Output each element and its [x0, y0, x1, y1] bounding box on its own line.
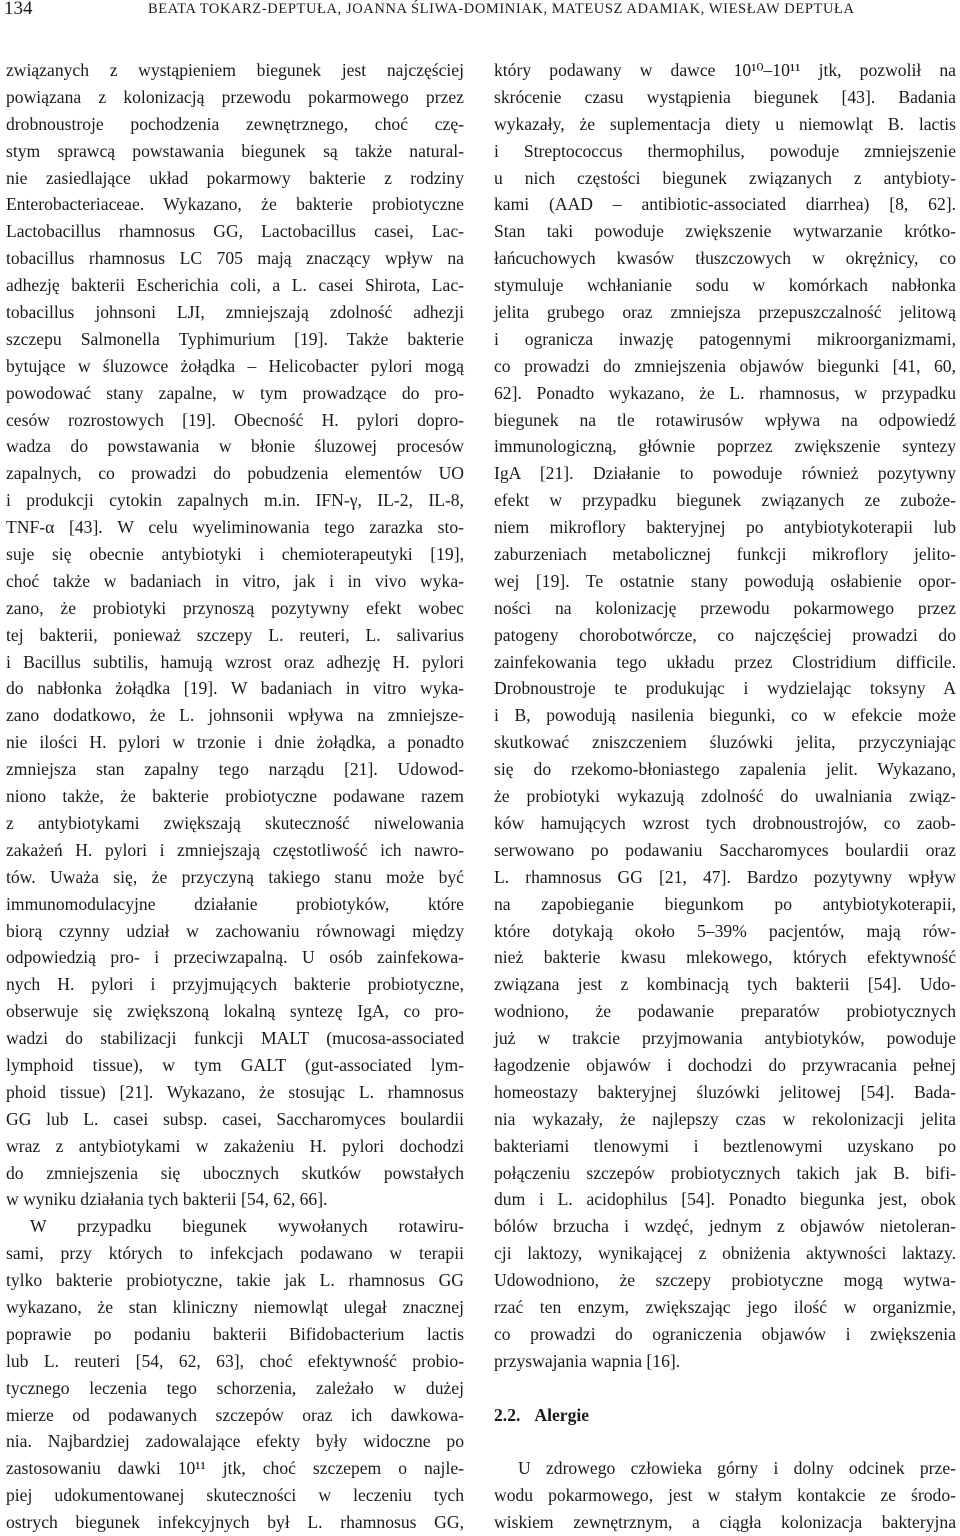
- section-number: 2.2.: [494, 1404, 521, 1425]
- text-line: skutkować zniszczeniem śluzówki jelita, przyczyniając: [494, 732, 956, 753]
- text-line: ostrych biegunek infekcyjnych był L. rhamnosus GG,: [6, 1512, 464, 1533]
- text-line: i B, powodują nasilenia biegunki, co w efekcie może: [494, 705, 956, 726]
- text-line: i Bacillus subtilis, hamują wzrost oraz adhezję H. pylori: [6, 651, 464, 672]
- text-line: lub L. reuteri [54, 62, 63], choć efektywność probio-: [6, 1350, 464, 1371]
- text-line: sami, przy których to infekcjach podawano w terapii: [6, 1243, 464, 1264]
- text-line: Lactobacillus rhamnosus GG, Lactobacillus casei, Lac-: [6, 221, 464, 242]
- text-line: 62]. Ponadto wykazano, że L. rhamnosus, w przypadku: [494, 382, 956, 403]
- text-line: ków hamujących wzrost tych drobnoustrojów, co zaob-: [494, 812, 956, 833]
- text-line: i ogranicza inwazję patogennymi mikroorganizmami,: [494, 328, 956, 349]
- text-line: łagodzenie objawów i dochodzi do przywracania pełnej: [494, 1054, 956, 1075]
- text-line: Stan taki powoduje zwiększenie wytwarzanie krótko-: [494, 221, 956, 242]
- text-line: szczepu Salmonella Typhimurium [19]. Także bakterie: [6, 328, 464, 349]
- running-head-authors: BEATA TOKARZ-DEPTUŁA, JOANNA ŚLIWA-DOMINIAK, MATEUSZ ADAMIAK, WIESŁAW DEPTUŁA: [148, 1, 855, 17]
- text-line: związanych z wystąpieniem biegunek jest najczęściej: [6, 60, 464, 80]
- text-line: lymphoid tissue), w tym GALT (gut-associated lym-: [6, 1054, 464, 1075]
- text-line: wiskiem zewnętrznym, a ciągła kolonizacja bakteryjna: [494, 1512, 956, 1533]
- text-line: jelita grubego oraz zmniejsza przepuszczalność jelitową: [494, 302, 956, 323]
- text-line: odpowiedzią pro- i przeciwzapalną. U osób zainfekowa-: [6, 947, 464, 968]
- text-line: powodować stany zapalne, w tym prowadzące do pro-: [6, 382, 464, 403]
- text-line: wraz z antybiotykami w zakażeniu H. pylori dochodzi: [6, 1135, 464, 1156]
- text-line: bakteriami tlenowymi i beztlenowymi uzyskano po: [494, 1135, 956, 1156]
- text-line: biorą czynny udział w zachowaniu równowagi między: [6, 920, 464, 941]
- text-line: nia. Najbardziej zadowalające efekty były widoczne po: [6, 1431, 464, 1452]
- text-line: tobacillus rhamnosus LC 705 mają znaczący wpływ na: [6, 248, 464, 269]
- text-line: zakażeń H. pylori i zmniejszają częstotliwość ich nawro-: [6, 839, 464, 860]
- text-line: które dotykają około 5–39% pacjentów, mają rów-: [494, 920, 956, 941]
- text-line: wodu pokarmowego, jest w stałym kontakcie ze środo-: [494, 1485, 956, 1506]
- text-line: wodniono, że podawanie preparatów probiotycznych: [494, 1001, 956, 1022]
- text-line: TNF-α [43]. W celu wyeliminowania tego zarazka sto-: [6, 517, 464, 538]
- text-line: już w trakcie przyjmowania antybiotyków, powoduje: [494, 1028, 956, 1049]
- text-line: tobacillus johnsoni LJI, zmniejszają zdolność adhezji: [6, 302, 464, 323]
- text-line: zano dodatkowo, że L. johnsonii wpływa na zmniejsze-: [6, 705, 464, 726]
- text-line: GG lub L. casei subsp. casei, Saccharomyces boulardii: [6, 1108, 464, 1129]
- text-line: nia wykazały, że najlepszy czas w rekolonizacji jelita: [494, 1108, 956, 1129]
- paragraph-gap: [494, 1375, 956, 1402]
- text-line: rzać ten enzym, zwiększając jego ilość w organizmie,: [494, 1296, 956, 1317]
- text-line: immunologiczną, głównie poprzez zwiększenie syntezy: [494, 436, 956, 457]
- text-line: wadza do powstawania w błonie śluzowej procesów: [6, 436, 464, 457]
- text-line: bytujące w śluzowce żołądka – Helicobacter pylori mogą: [6, 355, 464, 376]
- text-line: adhezję bakterii Escherichia coli, a L. casei Shirota, Lac-: [6, 275, 464, 296]
- text-line: wej [19]. Te ostatnie stany powodują osłabienie opor-: [494, 570, 956, 591]
- text-line: co prowadzi do zmniejszenia objawów biegunki [41, 60,: [494, 355, 956, 376]
- text-line: serwowano po podawaniu Saccharomyces boulardii oraz: [494, 839, 956, 860]
- text-line: zmniejsza stan zapalny tego narządu [21]. Udowod-: [6, 759, 464, 780]
- right-text-column: [494, 57, 956, 1536]
- page-number: 134: [4, 0, 33, 19]
- text-line: połączeniu szczepów probiotycznych takich jak B. bifi-: [494, 1162, 956, 1183]
- text-line: poprawie po podaniu bakterii Bifidobacterium lactis: [6, 1323, 464, 1344]
- text-line: Udowodniono, że szczepy probiotyczne mogą wytwa-: [494, 1270, 956, 1291]
- text-line: efekt w przypadku biegunek związanych ze zuboże-: [494, 490, 956, 511]
- paragraph-gap: [494, 1428, 956, 1455]
- text-line: tylko bakterie probiotyczne, takie jak L. rhamnosus GG: [6, 1270, 464, 1291]
- text-line: suje się obecnie antybiotyki i chemioterapeutyki [19],: [6, 544, 464, 565]
- text-line: stymuluje wchłanianie sodu w komórkach nabłonka: [494, 275, 956, 296]
- text-line: ności na kolonizację przewodu pokarmowego przez: [494, 597, 956, 618]
- text-line: z antybiotykami zwiększają skuteczność niwelowania: [6, 812, 464, 833]
- text-line: kami (AAD – antibiotic-associated diarrhea) [8, 62].: [494, 194, 956, 215]
- text-line: piej udokumentowanej skuteczności w leczeniu tych: [6, 1485, 464, 1506]
- text-line: stym sprawcą powstawania biegunek są także natural-: [6, 140, 464, 161]
- text-line: powiązana z kolonizacją przewodu pokarmowego przez: [6, 86, 464, 107]
- text-line: wykazano, że stan kliniczny niemowląt ulegał znacznej: [6, 1296, 464, 1317]
- text-line: zapalnych, co prowadzi do pobudzenia elementów UO: [6, 463, 464, 484]
- text-line: homeostazy bakteryjnej śluzówki jelitowej [54]. Bada-: [494, 1081, 956, 1102]
- text-line: cji laktozy, wynikającej z obniżenia aktywności laktazy.: [494, 1243, 956, 1264]
- text-line: zainfekowania tego układu przez Clostridium difficile.: [494, 651, 956, 672]
- text-line: nych H. pylori i przyjmujących bakterie probiotyczne,: [6, 974, 464, 995]
- text-line: skrócenie czasu wystąpienia biegunek [43]. Badania: [494, 86, 956, 107]
- text-line: łańcuchowych kwasów tłuszczowych w okrężnicy, co: [494, 248, 956, 269]
- text-line: bólów brzucha i wzdęć, jednym z objawów nietoleran-: [494, 1216, 956, 1237]
- text-line: mierze od podawanych szczepów oraz ich dawkowa-: [6, 1404, 464, 1425]
- text-line: i Streptococcus thermophilus, powoduje zmniejszenie: [494, 140, 956, 161]
- text-line: drobnoustroje pochodzenia zewnętrznego, choć czę-: [6, 113, 464, 134]
- text-line: niem mikroflory bakteryjnej po antybiotykoterapii lub: [494, 517, 956, 538]
- text-line: W przypadku biegunek wywołanych rotawiru-: [30, 1216, 464, 1237]
- text-line: się do rzekomo-błoniastego zapalenia jelit. Wykazano,: [494, 759, 956, 780]
- text-line: cesów rozrostowych [19]. Obecność H. pylori dopro-: [6, 409, 464, 430]
- text-line: Enterobacteriaceae. Wykazano, że bakterie probiotyczne: [6, 194, 464, 215]
- text-line: nież bakterie kwasu mlekowego, których efektywność: [494, 947, 956, 968]
- text-line: L. rhamnosus GG [21, 47]. Bardzo pozytywny wpływ: [494, 866, 956, 887]
- text-line: u nich częstości biegunek związanych z antybioty-: [494, 167, 956, 188]
- text-line: zaburzeniach metabolicznej funkcji mikroflory jelito-: [494, 544, 956, 565]
- text-line: że probiotyki wykazują zdolność do uwalniania związ-: [494, 786, 956, 807]
- left-text-column: [6, 57, 464, 1536]
- text-line: zastosowaniu dawki 10¹¹ jtk, choć szczepem o najle-: [6, 1458, 464, 1479]
- text-line: zano, że probiotyki przynoszą pozytywny efekt wobec: [6, 597, 464, 618]
- text-line: U zdrowego człowieka górny i dolny odcinek prze-: [518, 1458, 956, 1479]
- text-line: tycznego leczenia tego schorzenia, zależało w dużej: [6, 1377, 464, 1398]
- text-line: w wyniku działania tych bakterii [54, 62, 66].: [6, 1189, 328, 1210]
- text-line: dum i L. acidophilus [54]. Ponadto biegunka jest, obok: [494, 1189, 956, 1210]
- text-line: wadzi do stabilizacji funkcji MALT (mucosa-associated: [6, 1028, 464, 1049]
- text-line: przyswajania wapnia [16].: [494, 1350, 681, 1371]
- text-line: wykazały, że suplementacja diety u niemowląt B. lactis: [494, 113, 956, 134]
- text-line: nie zasiedlające układ pokarmowy bakterie z rodziny: [6, 167, 464, 188]
- text-line: nie ilości H. pylori w trzonie i dnie żołądka, a ponadto: [6, 732, 464, 753]
- text-line: patogeny chorobotwórcze, co najczęściej prowadzi do: [494, 624, 956, 645]
- text-line: do nabłonka żołądka [19]. W badaniach in vitro wyka-: [6, 678, 464, 699]
- text-line: co prowadzi do ograniczenia objawów i zwiększenia: [494, 1323, 956, 1344]
- text-line: IgA [21]. Działanie to powoduje również pozytywny: [494, 463, 956, 484]
- text-line: niono także, że bakterie probiotyczne podawane razem: [6, 786, 464, 807]
- text-line: do zmniejszenia się ubocznych skutków powstałych: [6, 1162, 464, 1183]
- text-line: i produkcji cytokin zapalnych m.in. IFN-γ, IL-2, IL-8,: [6, 490, 464, 511]
- text-line: biegunek na tle rotawirusów wpływa na odpowiedź: [494, 409, 956, 430]
- text-line: choć także w badaniach in vitro, jak i in vivo wyka-: [6, 570, 464, 591]
- text-line: Drobnoustroje te produkując i wydzielając toksyny A: [494, 678, 956, 699]
- text-line: immunomodulacyjne działanie probiotyków, które: [6, 893, 464, 914]
- section-heading: [494, 1402, 956, 1429]
- text-line: który podawany w dawce 10¹⁰–10¹¹ jtk, pozwolił na: [494, 60, 956, 80]
- section-title: Alergie: [534, 1404, 590, 1425]
- text-line: obserwuje się zwiększoną lokalną syntezę IgA, co pro-: [6, 1001, 464, 1022]
- text-line: tów. Uważa się, że przyczyną takiego stanu może być: [6, 866, 464, 887]
- text-line: tej bakterii, ponieważ szczepy L. reuteri, L. salivarius: [6, 624, 464, 645]
- text-line: związana jest z kombinacją tych bakterii [54]. Udo-: [494, 974, 956, 995]
- text-line: na zapobieganie biegunkom po antybiotykoterapii,: [494, 893, 956, 914]
- page-header: [0, 0, 960, 36]
- text-line: phoid tissue) [21]. Wykazano, że stosując L. rhamnosus: [6, 1081, 464, 1102]
